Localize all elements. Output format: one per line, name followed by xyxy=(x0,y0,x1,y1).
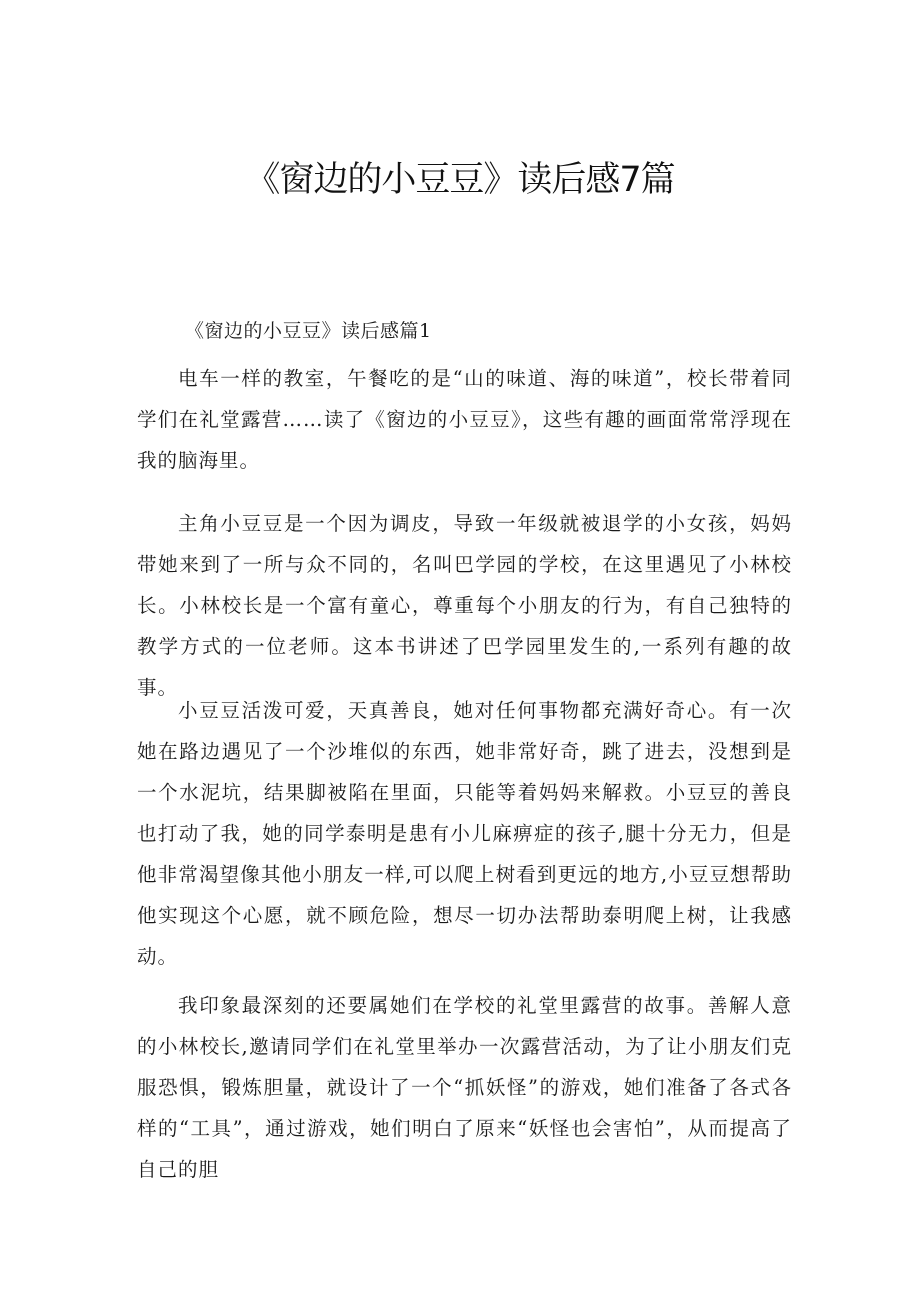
body-paragraph: 我印象最深刻的还要属她们在学校的礼堂里露营的故事。善解人意的小林校长,邀请同学们在礼堂里举办一次露营活动，为了让小朋友们克服恐惧，锻炼胆量，就设计了一个“抓妖怪”的游戏，她们准备了各式各样的“工具”，通过游戏，她们明白了原来“妖怪也会害怕”，从而提高了自己的胆 xyxy=(137,994,792,1181)
body-paragraph: 主角小豆豆是一个因为调皮，导致一年级就被退学的小女孩，妈妈带她来到了一所与众不同的，名叫巴学园的学校，在这里遇见了小林校长。小林校长是一个富有童心，尊重每个小朋友的行为，有自己独特的教学方式的一位老师。这本书讲述了巴学园里发生的,一系列有趣的故事。 xyxy=(137,512,792,699)
section-heading: 《窗边的小豆豆》读后感篇1 xyxy=(185,320,432,342)
body-paragraph: 小豆豆活泼可爱，天真善良，她对任何事物都充满好奇心。有一次她在路边遇见了一个沙堆似的东西，她非常好奇，跳了进去，没想到是一个水泥坑，结果脚被陷在里面，只能等着妈妈来解救。小豆豆的善良也打动了我，她的同学泰明是患有小儿麻痹症的孩子,腿十分无力，但是他非常渴望像其他小朋友一样,可以爬上树看到更远的地方,小豆豆想帮助他实现这个心愿，就不顾危险，想尽一切办法帮助泰明爬上树，让我感动。 xyxy=(137,699,792,968)
document-title: 《窗边的小豆豆》读后感7篇 xyxy=(245,160,675,200)
body-paragraph: 电车一样的教室，午餐吃的是“山的味道、海的味道”，校长带着同学们在礼堂露营……读了《窗边的小豆豆》，这些有趣的画面常常浮现在我的脑海里。 xyxy=(137,367,792,472)
